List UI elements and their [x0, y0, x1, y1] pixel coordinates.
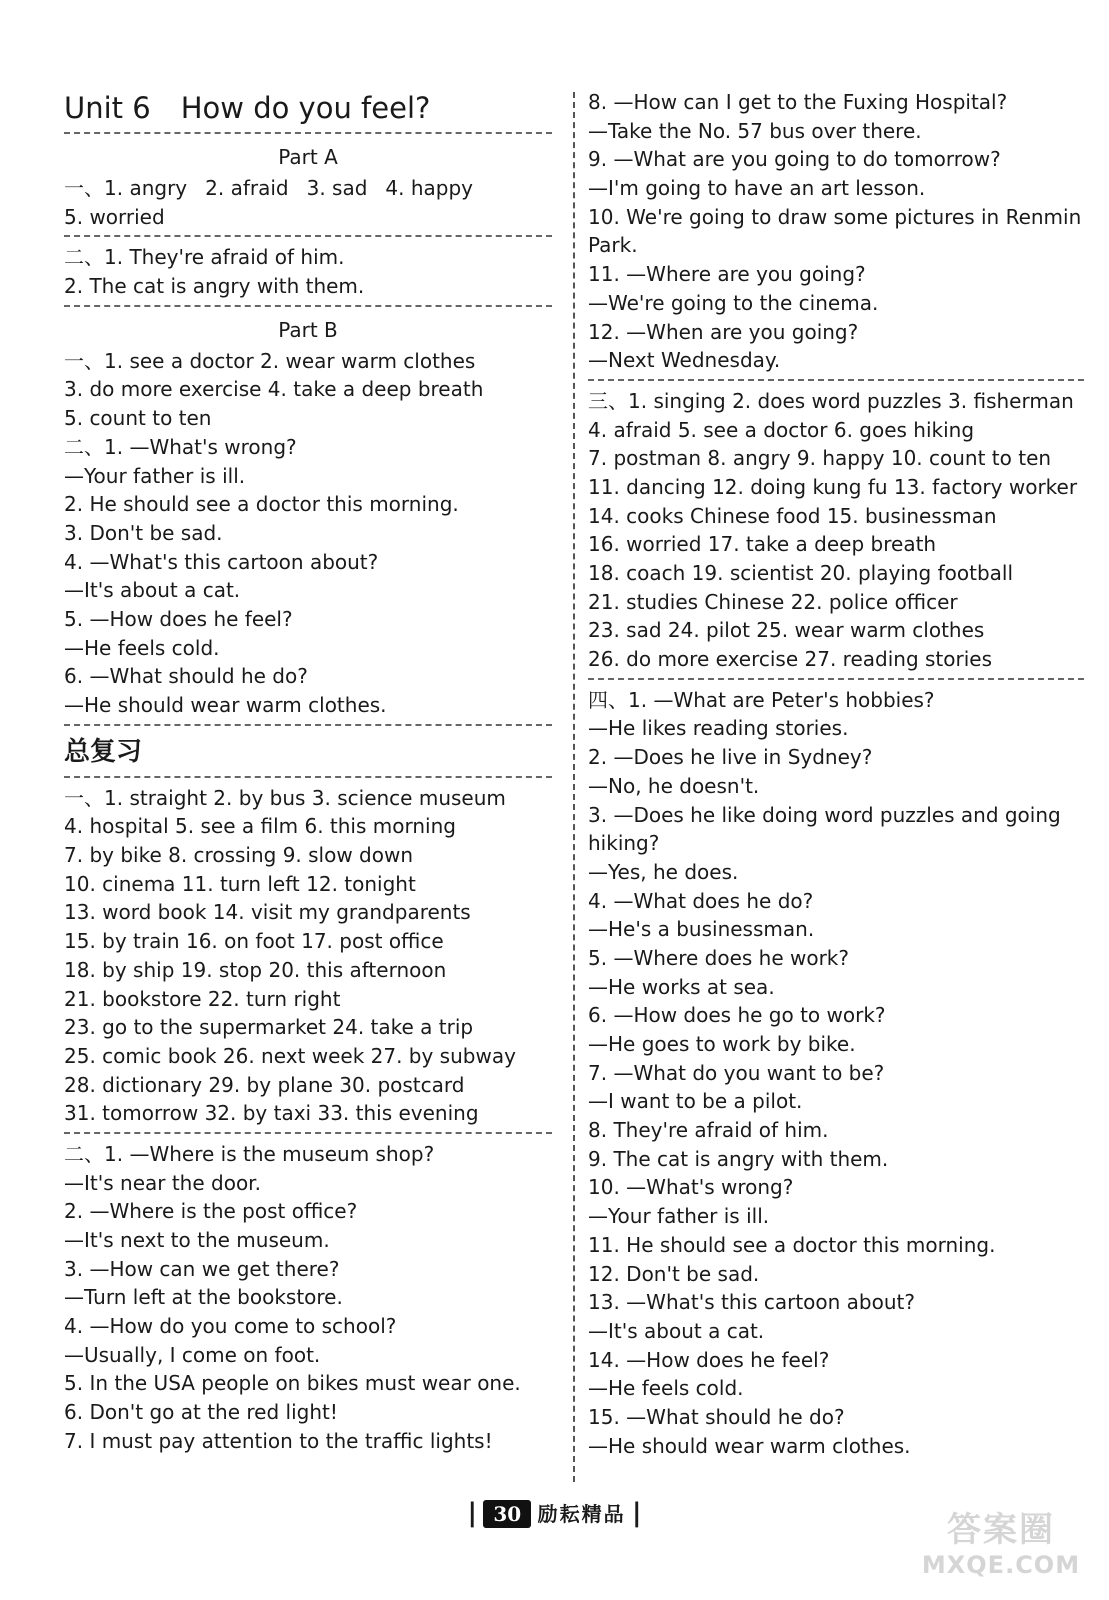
answer-line: 3. —How can we get there?: [64, 1256, 340, 1281]
review-q3-answers: [588, 387, 1084, 674]
answer-line: 15. —What should he do?: [588, 1404, 845, 1429]
part-b-heading: Part B: [278, 317, 338, 342]
answer-line: —He feels cold.: [588, 1376, 744, 1401]
right-column: [588, 88, 1084, 1460]
answer-line: 4. —What's this cartoon about?: [64, 549, 379, 574]
answer-line: 18. by ship 19. stop 20. this afternoon: [64, 957, 447, 982]
answer-line: 二、1. —What's wrong?: [64, 434, 297, 459]
left-column: [64, 88, 552, 1456]
answer-line: 四、1. —What are Peter's hobbies?: [588, 687, 935, 712]
answer-line: 3. Don't be sad.: [64, 520, 223, 545]
answer-line: 13. —What's this cartoon about?: [588, 1290, 915, 1315]
answer-line: 23. sad 24. pilot 25. wear warm clothes: [588, 618, 985, 643]
answer-line: —It's about a cat.: [588, 1318, 765, 1343]
answer-line: —Your father is ill.: [588, 1204, 770, 1229]
answer-line: —He goes to work by bike.: [588, 1032, 856, 1056]
answer-line: —I'm going to have an art lesson.: [588, 176, 926, 201]
answer-line: —He's a businessman.: [588, 917, 815, 942]
divider: [64, 1132, 552, 1134]
answer-line: 7. by bike 8. crossing 9. slow down: [64, 843, 414, 868]
answer-line: —I want to be a pilot.: [588, 1089, 803, 1114]
answer-line: 4. afraid 5. see a doctor 6. goes hiking: [588, 417, 975, 442]
review-q2-answers-left: [64, 1140, 552, 1456]
answer-line: 8. They're afraid of him.: [588, 1118, 829, 1143]
divider: [64, 724, 552, 726]
divider: [588, 379, 1084, 381]
answer-line: 14. —How does he feel?: [588, 1347, 830, 1372]
answer-line: 4. —How do you come to school?: [64, 1314, 397, 1339]
part-b-answers: [64, 347, 552, 720]
answer-line: 31. tomorrow 32. by taxi 33. this evening: [64, 1101, 479, 1126]
review-heading: 总复习: [64, 736, 143, 767]
answer-line: 11. —Where are you going?: [588, 262, 866, 287]
column-divider: [573, 92, 575, 1482]
footer-bar-left: |: [467, 1498, 478, 1528]
brand-name: 励耘精品: [537, 1502, 626, 1526]
answer-line: 9. The cat is angry with them.: [588, 1146, 889, 1171]
divider: [64, 305, 552, 307]
answer-line: 10. cinema 11. turn left 12. tonight: [64, 871, 416, 896]
unit-topic: How do you feel?: [180, 91, 431, 125]
answer-line: 28. dictionary 29. by plane 30. postcard: [64, 1072, 465, 1097]
answer-line: 5. count to ten: [64, 406, 212, 431]
answer-line: 10. —What's wrong?: [588, 1175, 794, 1200]
answer-line: —Next Wednesday.: [588, 348, 781, 373]
answer-line: 5. —Where does he work?: [588, 945, 850, 970]
answer-line: 7. —What do you want to be?: [588, 1060, 885, 1085]
divider: [64, 776, 552, 778]
answer-line: —He should wear warm clothes.: [64, 693, 387, 717]
answer-item: 3. sad: [306, 176, 368, 200]
answer-line: 21. studies Chinese 22. police officer: [588, 589, 958, 614]
answer-line: 15. by train 16. on foot 17. post office: [64, 929, 444, 954]
answer-line: 13. word book 14. visit my grandparents: [64, 900, 471, 925]
answer-line: 一、1. straight 2. by bus 3. science museum: [64, 785, 506, 810]
answer-line: 23. go to the supermarket 24. take a trip: [64, 1015, 474, 1040]
answer-line: 10. We're going to draw some pictures in Renmin: [588, 204, 1082, 229]
answer-line: Park.: [588, 233, 638, 258]
answer-line: 16. worried 17. take a deep breath: [588, 532, 937, 557]
answer-line: 6. —How does he go to work?: [588, 1003, 886, 1028]
part-a-heading: Part A: [278, 145, 338, 169]
answer-line: 12. Don't be sad.: [588, 1261, 760, 1286]
answer-line: 11. dancing 12. doing kung fu 13. factory worker: [588, 474, 1078, 499]
answer-line: 5. In the USA people on bikes must wear one.: [64, 1371, 521, 1396]
unit-number: Unit 6: [64, 91, 151, 125]
answer-line: —No, he doesn't.: [588, 773, 760, 798]
answer-line: —Usually, I come on foot.: [64, 1342, 321, 1367]
answer-line: 21. bookstore 22. turn right: [64, 986, 341, 1011]
answer-line: 2. He should see a doctor this morning.: [64, 492, 459, 517]
answer-line: —It's next to the museum.: [64, 1228, 330, 1252]
unit-title: [64, 88, 552, 128]
answer-line: 5. worried: [64, 204, 165, 229]
answer-line: 6. —What should he do?: [64, 664, 308, 689]
divider: [64, 132, 552, 134]
answer-line: 2. —Does he live in Sydney?: [588, 745, 873, 770]
answer-line: 4. hospital 5. see a film 6. this morning: [64, 814, 456, 839]
answer-line: 一、1. see a doctor 2. wear warm clothes: [64, 348, 476, 373]
answer-item: 2. afraid: [205, 176, 289, 200]
answer-line: —Take the No. 57 bus over there.: [588, 118, 922, 143]
answer-line: 14. cooks Chinese food 15. businessman: [588, 503, 997, 528]
page-number: 30: [483, 1500, 531, 1528]
answer-line: —He works at sea.: [588, 974, 775, 999]
answer-line: 7. I must pay attention to the traffic lights!: [64, 1428, 493, 1453]
answer-line: 25. comic book 26. next week 27. by subway: [64, 1043, 516, 1068]
answer-line: 2. —Where is the post office?: [64, 1199, 358, 1224]
answer-line: 2. The cat is angry with them.: [64, 274, 365, 299]
watermark-line2: MXQE.COM: [921, 1551, 1081, 1579]
answer-line: 12. —When are you going?: [588, 319, 859, 344]
answer-item: 4. happy: [385, 176, 474, 200]
answer-line: 4. —What does he do?: [588, 888, 814, 913]
part-a-q1-row: [64, 174, 552, 203]
answer-line: 5. —How does he feel?: [64, 606, 293, 631]
answer-line: 二、1. —Where is the museum shop?: [64, 1141, 435, 1166]
answer-line: —Yes, he does.: [588, 859, 739, 884]
answer-line: —We're going to the cinema.: [588, 290, 879, 315]
answer-line: —It's near the door.: [64, 1170, 261, 1195]
answer-line: 6. Don't go at the red light!: [64, 1400, 338, 1425]
footer-bar-right: |: [631, 1498, 642, 1528]
answer-line: 二、1. They're afraid of him.: [64, 245, 345, 270]
answer-line: 8. —How can I get to the Fuxing Hospital?: [588, 90, 1008, 114]
answer-line: —He should wear warm clothes.: [588, 1433, 911, 1458]
answer-line: hiking?: [588, 831, 660, 856]
review-q1-answers: [64, 784, 552, 1128]
review-q4-answers: [588, 686, 1084, 1461]
answer-line: 18. coach 19. scientist 20. playing football: [588, 561, 1014, 585]
answer-line: 3. —Does he like doing word puzzles and going: [588, 802, 1061, 827]
answer-item: 一、1. angry: [64, 176, 188, 200]
watermark: [921, 1502, 1081, 1592]
answer-line: —It's about a cat.: [64, 578, 241, 603]
divider: [64, 235, 552, 237]
answer-line: —He feels cold.: [64, 635, 220, 660]
answer-line: —Turn left at the bookstore.: [64, 1285, 343, 1310]
review-q2-answers-right: [588, 88, 1084, 375]
answer-line: 26. do more exercise 27. reading stories: [588, 647, 993, 672]
answer-line: —Your father is ill.: [64, 463, 246, 488]
answer-line: 3. do more exercise 4. take a deep breath: [64, 377, 484, 402]
answer-line: 三、1. singing 2. does word puzzles 3. fisherman: [588, 388, 1074, 413]
answer-line: 9. —What are you going to do tomorrow?: [588, 147, 1001, 172]
watermark-line1: 答案圈: [947, 1510, 1055, 1550]
answer-line: 7. postman 8. angry 9. happy 10. count to ten: [588, 446, 1052, 471]
answer-line: 11. He should see a doctor this morning.: [588, 1232, 996, 1257]
divider: [588, 678, 1084, 680]
answer-line: —He likes reading stories.: [588, 716, 849, 741]
